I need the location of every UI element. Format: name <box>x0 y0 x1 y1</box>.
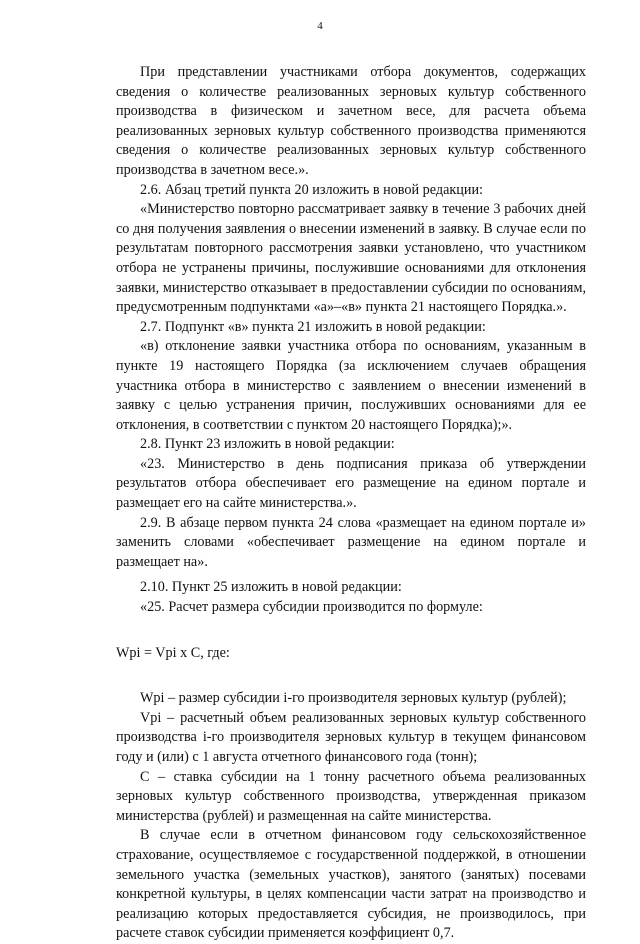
paragraph: В случае если в отчетном финансовом году сельскохозяйственное страхование, осуществляемое с государственной поддержкой, в отношении земельного участка (земельных участков), занятого (занятых) посевами конкретной культуры, в целях компенсации части затрат на производство и реализацию которых предоставляется субсидия, не производилось, при расчете ставок субсидии применяется коэффициент 0,7. <box>116 827 586 942</box>
paragraph: «23. Министерство в день подписания приказа об утверждении результатов отбора обеспечивает его размещение на едином портале и размещает его на сайте министерства.». <box>116 455 586 512</box>
paragraph: 2.10. Пункт 25 изложить в новой редакции: <box>140 579 402 596</box>
paragraph: 2.9. В абзаце первом пункта 24 слова «размещает на едином портале и» заменить словами «обеспечивает размещение на едином портале и размещает на». <box>116 514 586 570</box>
paragraph: При представлении участниками отбора документов, содержащих сведения о количестве реализованных зерновых культур собственного производства в физическом и зачетном весе, для расчета объема реализованных зерновых культур собственного производства применяются сведения о количестве реализованных зерновых культур собственного производства в зачетном весе.». <box>116 64 586 178</box>
definition: Wpi – размер субсидии i-го производителя зерновых культур (рублей); <box>140 690 567 707</box>
definition: C – ставка субсидии на 1 тонну расчетного объема реализованных зерновых культур собственного производства, утвержденная приказом министерства (рублей) и размещенная на сайте министерства. <box>116 768 586 824</box>
paragraph: «Министерство повторно рассматривает заявку в течение 3 рабочих дней со дня получения заявления о внесении изменений в заявку. В случае если по результатам повторного рассмотрения заявки установлено, что участником отбора не устранены причины, послужившие основаниями для отклонения заявки, министерство отказывает в предоставлении субсидии по основаниям, предусмотренным подпунктами «а»–«в» пункта 21 настоящего Порядка.». <box>116 201 586 316</box>
paragraph: 2.6. Абзац третий пункта 20 изложить в новой редакции: <box>140 181 483 198</box>
paragraph: «25. Расчет размера субсидии производится по формуле: <box>140 599 483 616</box>
paragraph: «в) отклонение заявки участника отбора по основаниям, указанным в пункте 19 настоящего Порядка (за исключением случаев обращения участника отбора в министерство с заявлением о внесении изменений в заявку с целью устранения причин, послуживших основаниями для ее отклонения, в соответствии с пунктом 20 настоящего Порядка);». <box>116 338 586 433</box>
document-body <box>116 63 586 944</box>
page-number: 4 <box>317 20 323 32</box>
definition: Vpi – расчетный объем реализованных зерновых культур собственного производства i-го производителя зерновых культур в текущем финансовом году и (или) с 1 августа отчетного финансового года (тонн); <box>116 709 586 765</box>
formula: Wpi = Vpi x C, где: <box>116 644 230 661</box>
paragraph: 2.8. Пункт 23 изложить в новой редакции: <box>140 436 395 453</box>
paragraph: 2.7. Подпункт «в» пункта 21 изложить в новой редакции: <box>140 318 486 335</box>
